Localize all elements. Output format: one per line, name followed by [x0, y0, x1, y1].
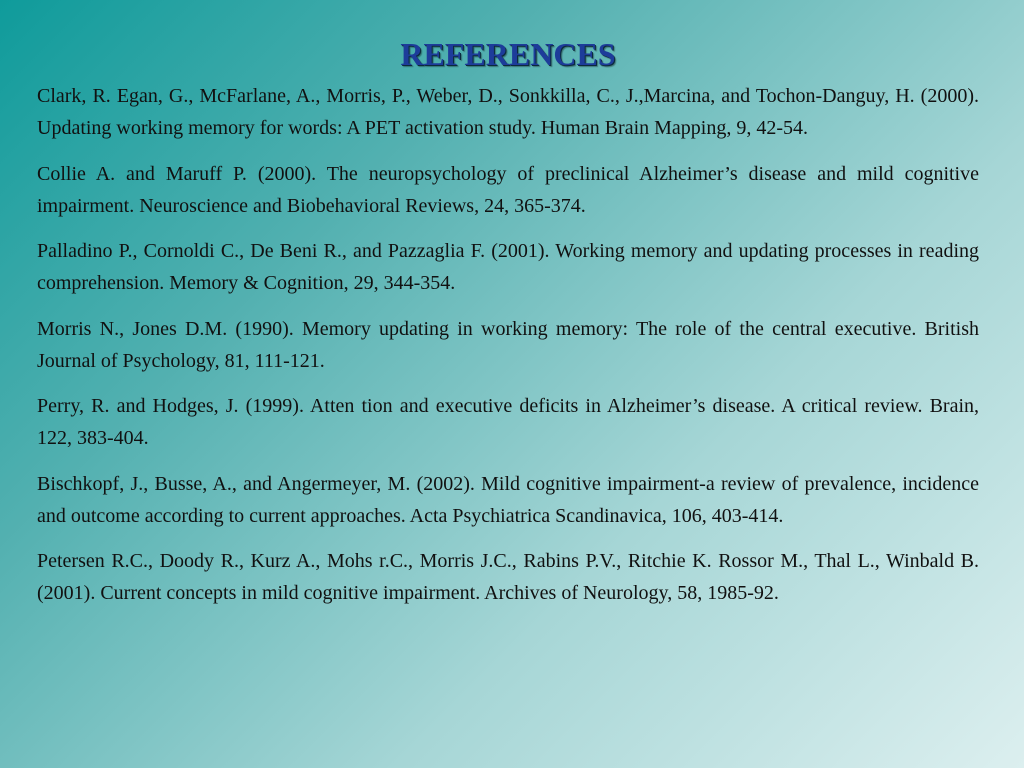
slide-title: REFERENCES [400, 36, 616, 72]
reference-item: Clark, R. Egan, G., McFarlane, A., Morris, P., Weber, D., Sonkkilla, C., J.,Marcina, and Tochon-Danguy, H. (2000). Updating working memory for words: A PET activation study. Human Brain Mapping, 9, 42-54. [37, 85, 979, 139]
reference-item: Palladino P., Cornoldi C., De Beni R., and Pazzaglia F. (2001). Working memory and updating processes in reading comprehension. Memory & Cognition, 29, 344-354. [37, 240, 979, 294]
reference-item: Bischkopf, J., Busse, A., and Angermeyer, M. (2002). Mild cognitive impairment-a review of prevalence, incidence and outcome according to current approaches. Acta Psychiatrica Scandinavica, 106, 403-414. [37, 472, 979, 527]
reference-item: Perry, R. and Hodges, J. (1999). Atten tion and executive deficits in Alzheimer’s disease. A critical review. Brain, 122, 383-404. [37, 395, 979, 449]
reference-list [37, 80, 979, 609]
reference-item: Morris N., Jones D.M. (1990). Memory updating in working memory: The role of the central executive. British Journal of Psychology, 81, 111-121. [37, 317, 979, 372]
reference-item: Collie A. and Maruff P. (2000). The neuropsychology of preclinical Alzheimer’s disease and mild cognitive impairment. Neuroscience and Biobehavioral Reviews, 24, 365-374. [37, 162, 979, 217]
reference-item: Petersen R.C., Doody R., Kurz A., Mohs r.C., Morris J.C., Rabins P.V., Ritchie K. Rossor M., Thal L., Winbald B. (2001). Current concepts in mild cognitive impairment. Archives of Neurology, 58, 1985-92. [37, 550, 979, 604]
